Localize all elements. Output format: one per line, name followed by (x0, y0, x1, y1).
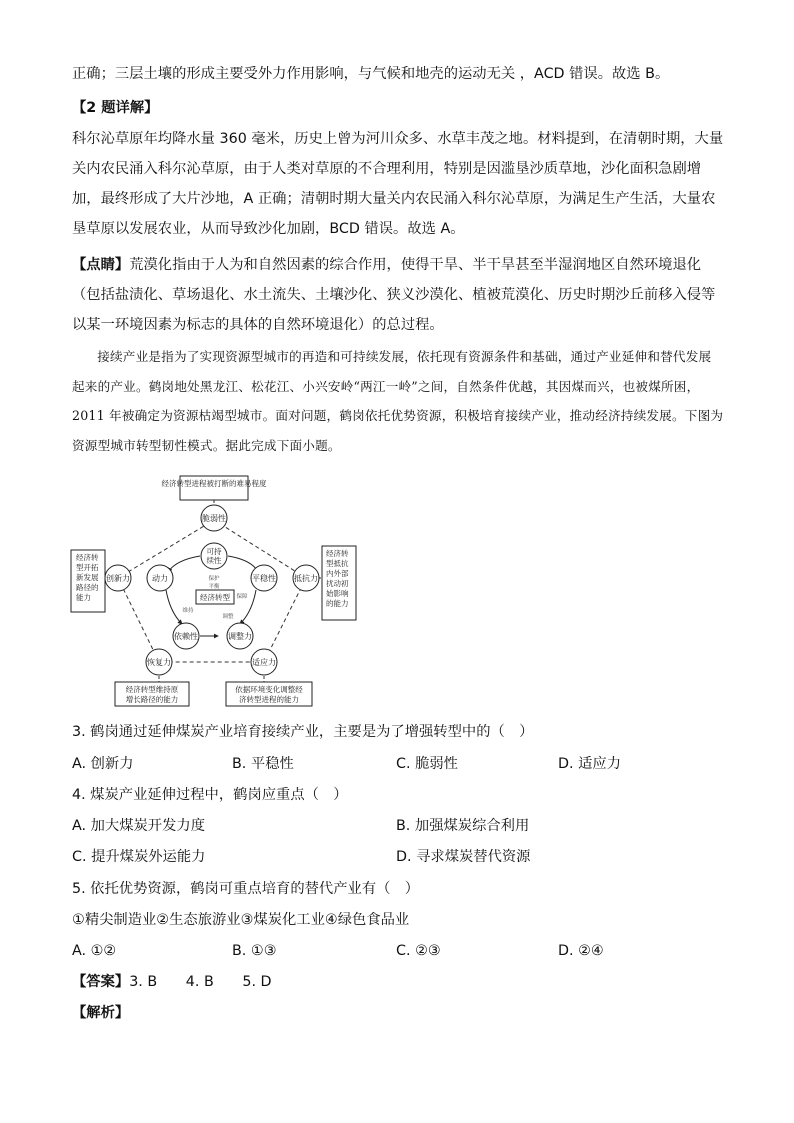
right-box-text: 经济转型抵抗内外部扰动初始影响的能力 (326, 549, 349, 608)
q4-option-c[interactable]: C. 提升煤炭外运能力 (72, 849, 206, 865)
answer-label: 【答案】 (72, 974, 130, 990)
question-5-stem: 5. 依托优势资源，鹤岗可重点培育的替代产业有（ ） (72, 881, 420, 897)
answer-line (72, 972, 724, 992)
detail-2-paragraph: 科尔沁草原年均降水量 360 毫米，历史上曾为河川众多、水草丰茂之地。材料提到，在清朝时期，大量关内农民涌入科尔沁草原，由于人类对草原的不合理利用，特别是因滥垦沙质草地，沙化面积急剧增加，最终形成了大片沙地，A 正确；清朝时期大量关内农民涌入科尔沁草原，为满足生产生活，大量农垦草原以发展农业，从而导致沙化加剧，BCD 错误。故选 A。 (72, 131, 724, 237)
bottom-right-box-text: 依据环境变化调整经济转型进程的能力 (235, 685, 303, 704)
q3-option-a[interactable]: A. 创新力 (72, 756, 134, 772)
outer-top: 脆弱性 (202, 514, 226, 523)
q3-option-b[interactable]: B. 平稳性 (232, 756, 294, 772)
center-text: 经济转型 (200, 593, 230, 602)
bottom-left-box-text: 经济转型维持原增长路径的能力 (125, 685, 179, 704)
question-4-stem: 4. 煤炭产业延伸过程中，鹤岗应重点（ ） (72, 787, 348, 803)
answer-explanation-end: 正确；三层土壤的形成主要受外力作用影响，与气候和地壳的运动无关 ，ACD 错误。故选 B。 (72, 66, 670, 82)
top-box-text: 经济转型进程被打断的难易程度 (161, 479, 267, 488)
q5-option-c[interactable]: C. ②③ (396, 943, 441, 959)
dianjing-text: 荒漠化指由于人为和自然因素的综合作用，使得干旱、半干旱甚至半湿润地区自然环境退化（包括盐渍化、草场退化、水土流失、土壤沙化、狭义沙漠化、植被荒漠化、历史时期沙丘前移入侵等以某一环境因素为标志的具体的自然环境退化）的总过程。 (72, 257, 716, 333)
outer-right: 抵抗力 (294, 574, 318, 583)
q4-option-d[interactable]: D. 寻求煤炭替代资源 (396, 849, 531, 865)
inner-top: 可持续性 (206, 547, 222, 565)
small-label-1: 保护 (208, 576, 220, 582)
answer-text: 3. B 4. B 5. D (129, 974, 272, 990)
question-3-stem: 3. 鹤岗通过延伸煤炭产业培育接续产业，主要是为了增强转型中的（ ） (72, 724, 534, 740)
small-label-4: 调整 (222, 614, 234, 620)
inner-right: 平稳性 (252, 574, 276, 583)
detail-2-heading: 【2 题详解】 (72, 100, 159, 116)
q3-option-c[interactable]: C. 脆弱性 (396, 756, 458, 772)
left-box-text: 经济转型开拓新发展路径的能力 (76, 553, 99, 602)
q3-option-d[interactable]: D. 适应力 (558, 756, 621, 772)
q4-option-b[interactable]: B. 加强煤炭综合利用 (396, 818, 530, 834)
small-label-2: 平衡 (208, 584, 220, 590)
q5-option-b[interactable]: B. ①③ (232, 943, 277, 959)
question-5-items: ①精尖制造业②生态旅游业③煤炭化工业④绿色食品业 (72, 912, 410, 928)
q5-option-d[interactable]: D. ②④ (558, 943, 604, 959)
inner-bottom-left: 依赖性 (174, 632, 198, 641)
outer-bottom-right: 适应力 (252, 658, 276, 667)
resilience-diagram (68, 472, 358, 708)
q5-option-a[interactable]: A. ①② (72, 943, 117, 959)
inner-left: 动力 (152, 574, 168, 583)
dianjing-paragraph (72, 250, 724, 340)
material-paragraph: 接续产业是指为了实现资源型城市的再造和可持续发展，依托现有资源条件和基础，通过产业延伸和替代发展起来的产业。鹤岗地处黑龙江、松花江、小兴安岭“两江一岭”之间，自然条件优越，其因煤而兴，也被煤所困，2011 年被确定为资源枯竭型城市。面对问题，鹤岗依托优势资源，积极培育接续产业，推动经济持续发展。下图为资源型城市转型韧性模式。据此完成下面小题。 (72, 349, 724, 453)
small-label-3: 保障 (236, 594, 248, 600)
analysis-heading: 【解析】 (72, 1005, 130, 1021)
small-label-5: 维持 (182, 608, 194, 614)
q4-option-a[interactable]: A. 加大煤炭开发力度 (72, 818, 205, 834)
dianjing-label: 【点睛】 (72, 257, 130, 273)
outer-bottom-left: 恢复力 (147, 658, 171, 667)
inner-bottom-right: 调整力 (228, 632, 252, 641)
outer-left: 创新力 (106, 574, 130, 583)
